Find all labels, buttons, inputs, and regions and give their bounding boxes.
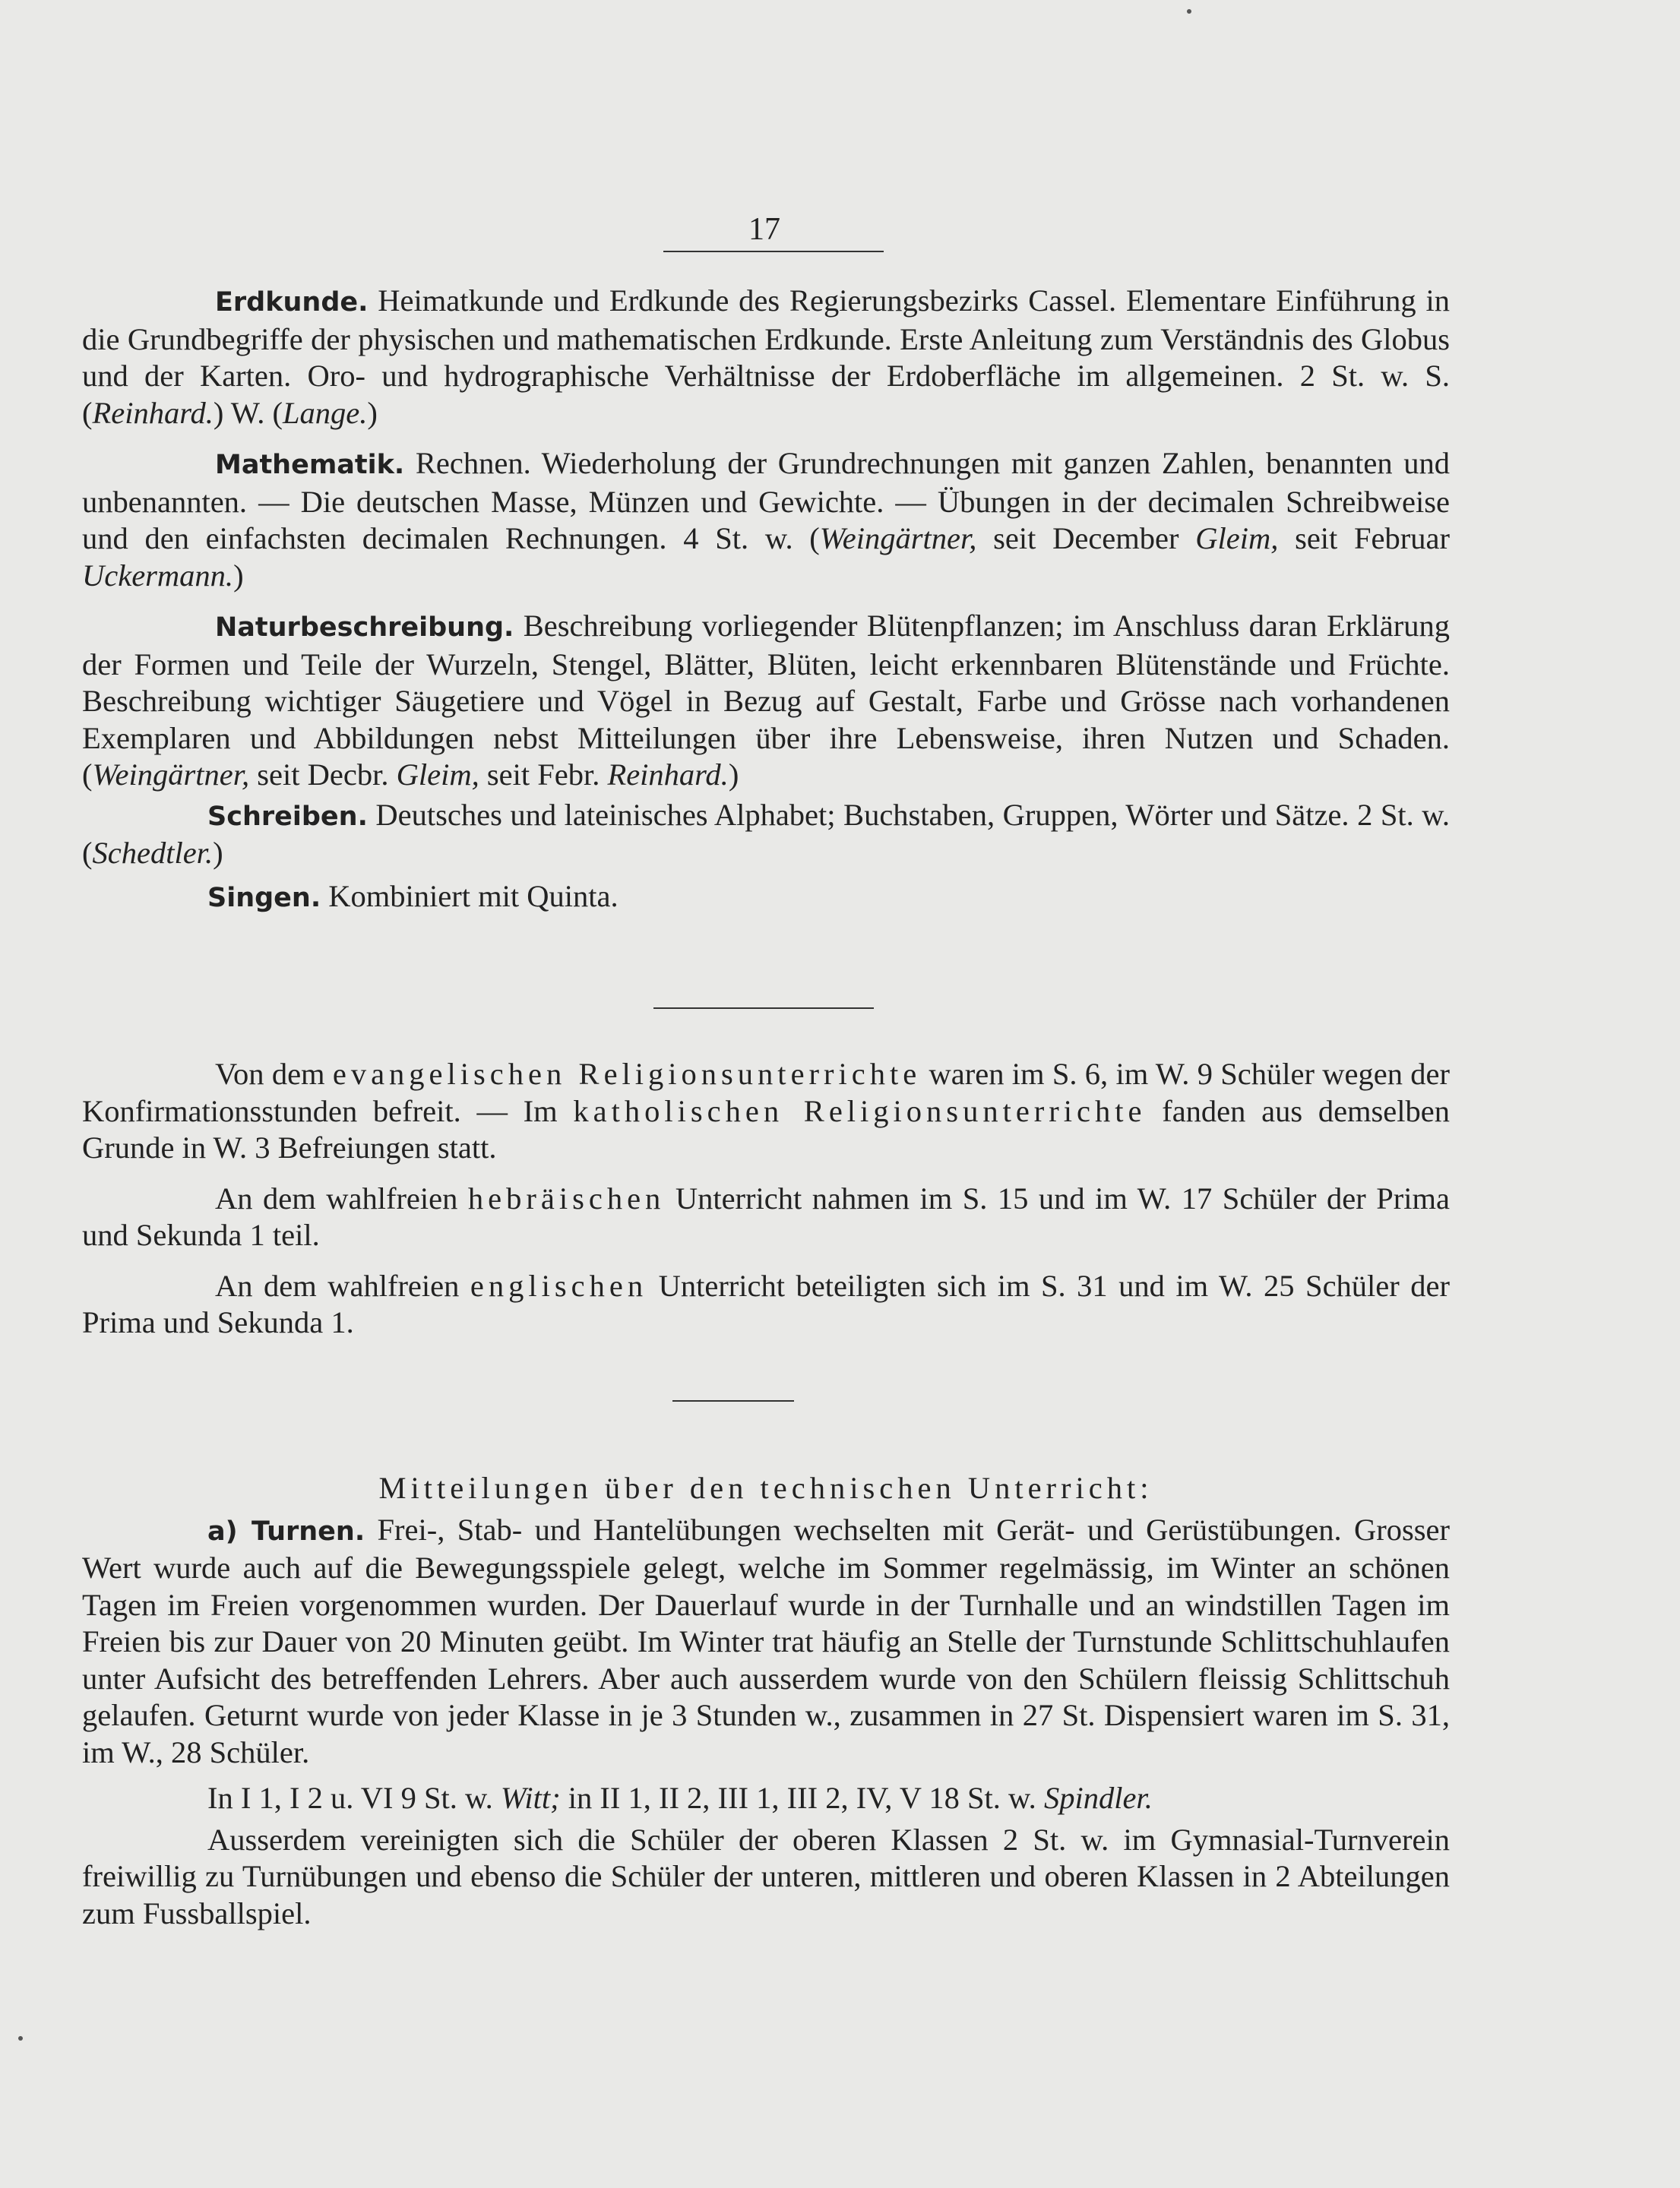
religion-text-2: waren im S. 6, im W. 9 Schüler wegen der Konfirmationsstunden befreit. — Im xyxy=(82,1057,1450,1128)
speck-mark xyxy=(1187,9,1191,14)
mathematik-mid-2: seit Februar xyxy=(1278,521,1450,555)
erdkunde-heading: Erdkunde. xyxy=(215,287,369,318)
englisch-paragraph xyxy=(82,1268,1450,1342)
classes-text-b: in II 1, II 2, III 1, III 2, IV, V 18 St. w. xyxy=(560,1781,1044,1815)
erdkunde-teacher-1: Reinhard. xyxy=(92,395,214,430)
turnen-paragraph xyxy=(82,1512,1450,1772)
section-divider-short xyxy=(672,1400,794,1402)
schreiben-heading: Schreiben. xyxy=(207,801,368,832)
erdkunde-teacher-2: Lange. xyxy=(282,395,368,430)
section-divider xyxy=(653,1007,874,1009)
religion-text-1: Von dem xyxy=(215,1057,333,1091)
schreiben-text: Deutsches und lateinisches Alphabet; Buchstaben, Gruppen, Wörter und Sätze. 2 St. w. ( xyxy=(82,797,1450,870)
naturbeschreibung-teacher-2: Gleim, xyxy=(396,757,479,792)
turnen-heading: a) Turnen. xyxy=(207,1516,365,1547)
naturbeschreibung-mid-1: seit Decbr. xyxy=(249,757,397,792)
naturbeschreibung-end: ) xyxy=(728,757,739,792)
erdkunde-text: Heimatkunde und Erdkunde des Regierungsbezirks Cassel. Elementare Einführung in die Grundbegriffe der physischen und mathematischen Erdkunde. Erste Anleitung zum Verständnis des Globus und der Karten. Oro- und hydrographische Verhältnisse der Erdoberfläche im allgemeinen. 2 St. w. S. ( xyxy=(82,283,1450,430)
naturbeschreibung-teacher-1: Weingärtner, xyxy=(92,757,250,792)
mathematik-teacher-1: Weingärtner, xyxy=(819,521,977,555)
teacher-spindler: Spindler. xyxy=(1043,1781,1153,1815)
naturbeschreibung-paragraph xyxy=(82,608,1450,794)
naturbeschreibung-mid-2: seit Febr. xyxy=(479,757,608,792)
hebraeisch-text-1: An dem wahlfreien xyxy=(215,1181,468,1216)
verein-paragraph: Ausserdem vereinigten sich die Schüler der oberen Klassen 2 St. w. im Gymnasial-Turnverein freiwillig zu Turnübungen und ebenso die Schüler der unteren, mittleren und oberen Klassen in 2 Abteilungen zum Fussballspiel. xyxy=(82,1822,1450,1930)
classes-text-a: In I 1, I 2 u. VI 9 St. w. xyxy=(207,1781,501,1815)
header-rule xyxy=(663,251,884,252)
erdkunde-end: ) xyxy=(367,395,378,430)
mathematik-text: Rechnen. Wiederholung der Grundrechnungen mit ganzen Zahlen, benannten und unbenannten. — Die deutschen Masse, Münzen und Gewichte. — Übungen in der decimalen Schreibweise und den einfachsten decimalen Rechnungen. 4 St. w. ( xyxy=(82,446,1450,555)
hebraeisch-subject: hebräischen xyxy=(467,1181,666,1216)
mathematik-teacher-2: Gleim, xyxy=(1195,521,1279,555)
naturbeschreibung-teacher-3: Reinhard. xyxy=(607,757,729,792)
mathematik-paragraph xyxy=(82,445,1450,594)
religion-text-3: fanden aus demselben Grunde in W. 3 Befreiungen statt. xyxy=(82,1093,1451,1165)
page-number: 17 xyxy=(748,212,780,247)
mathematik-end: ) xyxy=(233,558,244,593)
religion-paragraph xyxy=(82,1056,1450,1167)
speck-mark xyxy=(18,2036,23,2041)
technik-title: Mitteilungen über den technischen Unterricht: xyxy=(378,1471,1153,1505)
mathematik-mid-1: seit December xyxy=(976,521,1196,555)
singen-heading: Singen. xyxy=(207,882,321,913)
singen-paragraph xyxy=(82,878,1450,917)
englisch-subject: englischen xyxy=(470,1268,648,1303)
schreiben-paragraph xyxy=(82,797,1450,872)
mathematik-teacher-3: Uckermann. xyxy=(82,558,234,593)
exemptions-block xyxy=(82,1056,1450,1342)
turnen-text: Frei-, Stab- und Hantelübungen wechselten mit Gerät- und Gerüstübungen. Grosser Wert wurde auch auf die Bewegungsspiele gelegt, welche im Sommer regelmässig, im Winter an schönen Tagen im Freien vorgenommen wurden. Der Dauerlauf wurde in der Turnhalle und an windstillen Tagen im Freien bis zur Dauer von 20 Minuten geübt. Im Winter trat häufig an Stelle der Turnstunde Schlittschuhlaufen unter Aufsicht des betreffenden Lehrers. Aber auch ausserdem wurde von den Schülern fleissig Schlittschuh gelaufen. Geturnt wurde von jeder Klasse in je 3 Stunden w., zusammen in 27 St. Dispensiert waren im S. 31, im W., 28 Schüler. xyxy=(82,1512,1450,1769)
erdkunde-mid: ) W. ( xyxy=(213,395,283,430)
classes-paragraph xyxy=(82,1780,1450,1817)
naturbeschreibung-heading: Naturbeschreibung. xyxy=(215,612,514,643)
technical-block xyxy=(82,1470,1450,1932)
singen-text: Kombiniert mit Quinta. xyxy=(328,878,619,913)
erdkunde-paragraph xyxy=(82,283,1450,432)
religion-evangelical: evangelischen Religionsunterrichte xyxy=(332,1057,922,1091)
englisch-text-1: An dem wahlfreien xyxy=(215,1268,470,1303)
hebraeisch-paragraph xyxy=(82,1181,1450,1254)
naturbeschreibung-text: Beschreibung vorliegender Blütenpflanzen; im Anschluss daran Erklärung der Formen und Teile der Wurzeln, Stengel, Blätter, Blüten, leicht erkennbaren Blütenstände und Früchte. Beschreibung wichtiger Säugetiere und Vögel in Bezug auf Gestalt, Farbe und Grösse nach vorhandenen Exemplaren und Abbildungen nebst Mitteilungen über ihre Lebensweise, ihren Nutzen und Schaden. ( xyxy=(82,609,1450,792)
englisch-text-2: Unterricht beteiligten sich im S. 31 und im W. 25 Schüler der Prima und Sekunda 1. xyxy=(82,1268,1450,1339)
mathematik-heading: Mathematik. xyxy=(215,450,405,480)
hebraeisch-text-2: Unterricht nahmen im S. 15 und im W. 17 Schüler der Prima und Sekunda 1 teil. xyxy=(82,1181,1450,1252)
teacher-witt: Witt; xyxy=(500,1781,561,1815)
schreiben-teacher: Schedtler. xyxy=(92,836,214,870)
lesson-plan-block xyxy=(82,283,1450,916)
schreiben-end: ) xyxy=(213,836,223,870)
religion-catholic: katholischen Religionsunterrichte xyxy=(573,1093,1147,1128)
